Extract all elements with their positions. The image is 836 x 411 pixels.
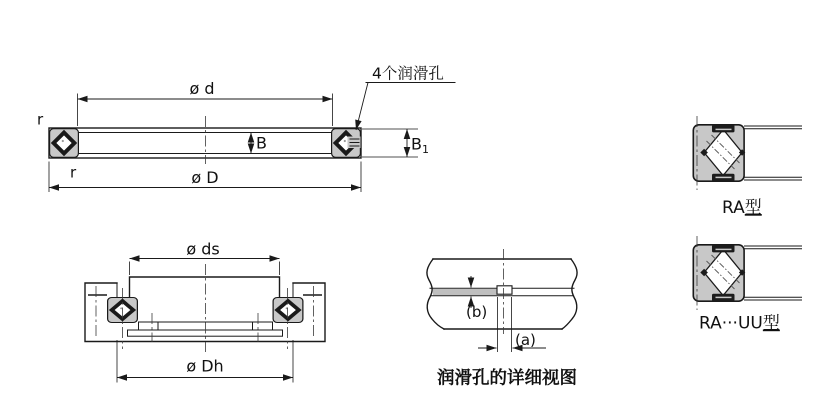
dim-ds — [130, 240, 280, 276]
groove-band — [433, 289, 497, 295]
lube-leader-arrow — [356, 83, 368, 131]
ring-bore-lines — [79, 133, 331, 154]
dim-B1-label-sub: 1 — [421, 143, 429, 156]
ra-type-label-suffix: 型 — [744, 198, 762, 218]
dim-D-label: ø D — [191, 168, 219, 187]
dim-B — [251, 133, 267, 154]
r-label-bottom: r — [70, 163, 77, 182]
ra-uu-type-label-prefix: RA···UU — [699, 313, 763, 334]
dim-b-label: (b) — [466, 303, 488, 321]
ra-type-icon — [693, 116, 801, 190]
dim-B1-extension-lines — [362, 129, 418, 157]
lube-note-label: 4个润滑孔 — [372, 64, 444, 83]
ra-uu-type-icon — [693, 236, 801, 310]
right-mounted-bearing — [273, 298, 303, 323]
dim-ds-label: ø ds — [186, 239, 220, 259]
ra-type-label — [722, 198, 762, 218]
housing-shoulders — [117, 283, 293, 297]
bearing-type-icons — [693, 116, 801, 334]
dim-B1-label — [411, 135, 429, 157]
dim-b — [466, 276, 487, 321]
mounting-section-view — [85, 240, 325, 383]
left-ring-block — [50, 129, 79, 158]
clamp-bolt-centerlines — [152, 313, 258, 342]
detail-caption: 润滑孔的详细视图 — [437, 368, 577, 389]
dim-a — [478, 297, 546, 352]
dim-ds-extension-lines — [130, 262, 280, 276]
dim-a-extension-lines — [498, 297, 512, 352]
dim-Dh-label: ø Dh — [186, 356, 224, 376]
top-section-view — [37, 65, 455, 193]
dim-B-label: B — [256, 133, 267, 153]
dim-D — [49, 162, 361, 193]
dim-B1-label-main: B — [411, 134, 422, 154]
dim-Dh — [117, 340, 293, 383]
dim-d-label: ø d — [189, 79, 215, 98]
ra-uu-type-label-suffix: 型 — [762, 313, 780, 334]
ra-uu-type-label — [699, 314, 780, 334]
right-clamp-step — [253, 322, 273, 330]
lube-hole-detail-view — [427, 249, 577, 389]
lube-note-callout — [348, 65, 456, 149]
dim-a-label: (a) — [515, 331, 536, 349]
left-clamp-step — [139, 322, 159, 330]
bearing-centerlines — [123, 288, 288, 349]
lube-hole — [497, 286, 512, 294]
strip-right-break-line — [562, 259, 577, 329]
dim-d — [78, 79, 333, 126]
ra-type-label-prefix: RA — [722, 198, 745, 218]
dim-B1 — [362, 129, 429, 157]
dim-d-extension-lines — [78, 94, 333, 127]
r-label-top: r — [37, 110, 44, 129]
shaft-outline — [130, 277, 280, 297]
clamp-plate — [128, 330, 283, 336]
